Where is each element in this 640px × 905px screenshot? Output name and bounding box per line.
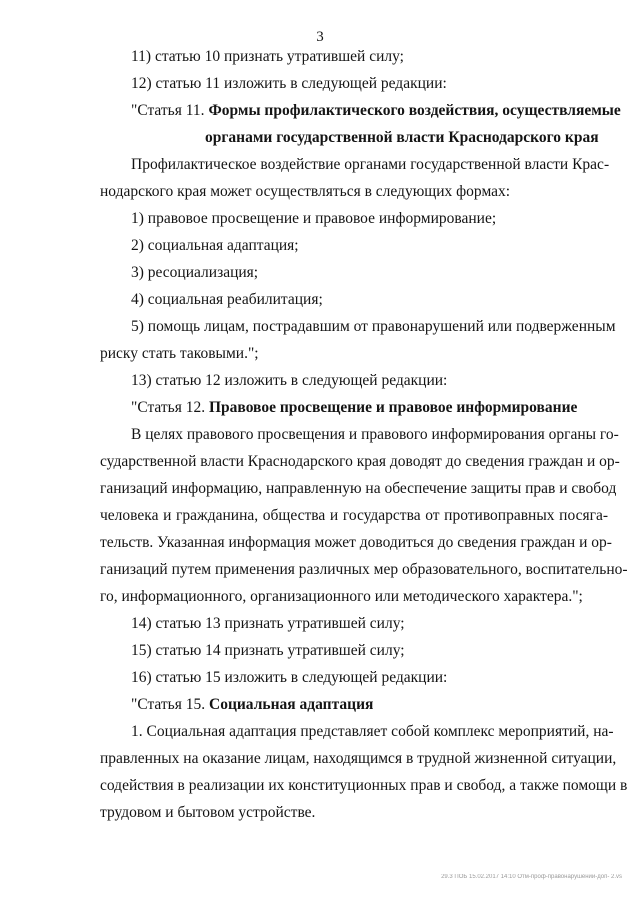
amendment-item-13: 13) статью 12 изложить в следующей редакции: xyxy=(131,372,448,389)
amendment-item-16: 16) статью 15 изложить в следующей редакции: xyxy=(131,669,448,686)
article-15-line-3: содействия в реализации их конституционных прав и свобод, а также помощи в xyxy=(100,777,628,794)
article-12-line-4: человека и гражданина, общества и государства от противоправных посяга- xyxy=(100,507,608,524)
article-11-list-item-2: 2) социальная адаптация; xyxy=(131,237,299,254)
article-12-line-3: ганизаций информацию, направленную на обеспечение защиты прав и свобод xyxy=(100,480,617,497)
article-15-line-4: трудовом и бытовом устройстве. xyxy=(100,804,316,821)
article-12-line-5: тельств. Указанная информация может доводиться до сведения граждан и ор- xyxy=(100,534,612,551)
article-12-prefix: "Статья 12. xyxy=(131,399,209,416)
article-12-line-6: ганизаций путем применения различных мер образовательного, воспитательно- xyxy=(100,561,628,578)
amendment-item-12: 12) статью 11 изложить в следующей редакции: xyxy=(131,75,447,92)
document-footer: 29.3 ПОБ 15.02.2017 14:10 Отм-проф-правонарушений-доп- 2.vs xyxy=(441,874,622,880)
article-11-list-item-5-line-1: 5) помощь лицам, пострадавшим от правонарушений или подверженным xyxy=(131,318,616,335)
article-15-line-2: правленных на оказание лицам, находящимся в трудной жизненной ситуации, xyxy=(100,750,617,767)
article-11-list-item-3: 3) ресоциализация; xyxy=(131,264,259,281)
article-11-prefix: "Статья 11. xyxy=(131,102,209,119)
amendment-item-11: 11) статью 10 признать утратившей силу; xyxy=(131,48,404,65)
article-15-prefix: "Статья 15. xyxy=(131,696,209,713)
article-15-line-1: 1. Социальная адаптация представляет собой комплекс мероприятий, на- xyxy=(131,723,614,740)
page-number: 3 xyxy=(316,29,324,45)
article-11-intro-line-1: Профилактическое воздействие органами государственной власти Крас- xyxy=(131,156,610,173)
article-11-title-line-1: Формы профилактического воздействия, осуществляемые xyxy=(208,102,621,119)
amendment-item-15: 15) статью 14 признать утратившей силу; xyxy=(131,642,405,659)
article-12-line-2: сударственной власти Краснодарского края доводят до сведения граждан и ор- xyxy=(100,453,620,470)
article-11-heading xyxy=(131,101,621,121)
article-11-list-item-5-line-2: риску стать таковыми."; xyxy=(100,345,259,362)
article-12-heading xyxy=(131,398,577,418)
article-12-line-7: го, информационного, организационного или методического характера."; xyxy=(100,588,583,605)
article-12-title: Правовое просвещение и правовое информирование xyxy=(209,399,578,416)
article-15-heading xyxy=(131,695,373,715)
article-11-intro-line-2: нодарского края может осуществляться в следующих формах: xyxy=(100,183,511,200)
article-15-title: Социальная адаптация xyxy=(209,696,374,713)
article-12-line-1: В целях правового просвещения и правового информирования органы го- xyxy=(131,426,619,443)
article-11-list-item-1: 1) правовое просвещение и правовое информирование; xyxy=(131,210,497,227)
article-11-title-line-2: органами государственной власти Краснодарского края xyxy=(205,129,599,146)
article-11-list-item-4: 4) социальная реабилитация; xyxy=(131,291,323,308)
amendment-item-14: 14) статью 13 признать утратившей силу; xyxy=(131,615,405,632)
